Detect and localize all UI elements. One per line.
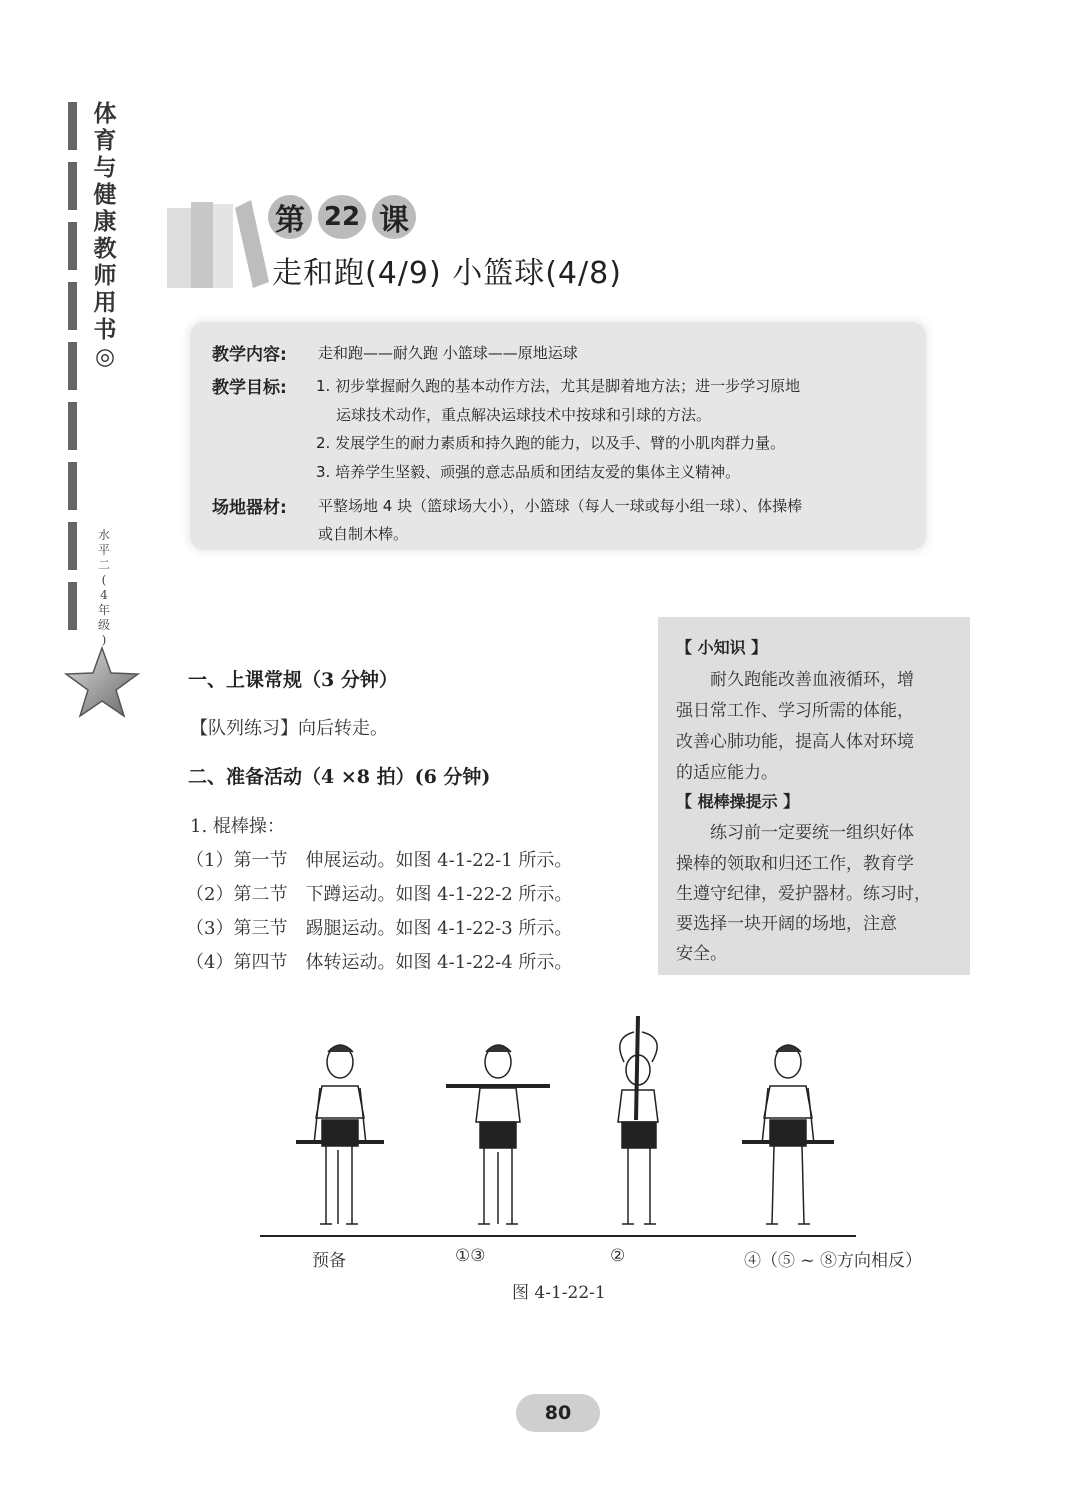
figure-label: ④（⑤ ~ ⑧方向相反）	[744, 1251, 923, 1271]
lesson-title	[268, 195, 416, 239]
teaching-info-box	[190, 322, 926, 550]
content-text: 走和跑——耐久跑 小篮球——原地运球	[318, 344, 578, 362]
lesson-number: 22	[318, 195, 366, 239]
tips-sidebar	[658, 617, 970, 975]
star-icon	[64, 646, 140, 720]
tip-line: 生遵守纪律，爱护器材。练习时，	[676, 884, 931, 904]
figure-ready	[296, 1045, 384, 1224]
equipment-line: 或自制木棒。	[318, 525, 409, 543]
section1-heading: 一、上课常规（3 分钟）	[188, 669, 398, 691]
section1-text: 【队列练习】向后转走。	[190, 718, 388, 739]
exercise-item: （1）第一节 伸展运动。如图 4-1-22-1 所示。	[186, 850, 573, 871]
exercise-item: （3）第三节 踢腿运动。如图 4-1-22-3 所示。	[186, 918, 573, 939]
goal-line: 运球技术动作，重点解决运球技术中按球和引球的方法。	[336, 406, 712, 424]
tip-line: 改善心肺功能，提高人体对环境	[676, 732, 914, 752]
goal-line: 3. 培养学生坚毅、顽强的意志品质和团结友爱的集体主义精神。	[316, 463, 741, 481]
exercise-item: （4）第四节 体转运动。如图 4-1-22-4 所示。	[186, 952, 573, 973]
tip-line: 操棒的领取和归还工作，教育学	[676, 854, 914, 874]
equipment-line: 平整场地 4 块（篮球场大小），小篮球（每人一球或每小组一球）、体操棒	[318, 497, 803, 515]
tip-line: 安全。	[676, 944, 727, 964]
lesson-suffix: 课	[372, 195, 416, 239]
tip-line: 耐久跑能改善血液循环，增	[676, 670, 914, 690]
grade-level-vertical: 水 平 二 ( 4 年 级 )	[97, 528, 110, 647]
tip-heading: 【 棍棒操提示 】	[676, 792, 800, 811]
tip-line: 练习前一定要统一组织好体	[676, 823, 914, 843]
lesson-subtitle: 走和跑(4/9) 小篮球(4/8)	[272, 256, 622, 291]
exercise-heading: 1. 棍棒操：	[190, 816, 285, 837]
goals-label: 教学目标:	[212, 378, 287, 398]
figure-stick-overhead	[618, 1016, 658, 1224]
page-number: 80	[516, 1394, 600, 1432]
books-icon	[165, 190, 270, 290]
figure-twist	[742, 1045, 834, 1224]
tip-line: 的适应能力。	[676, 763, 778, 783]
tip-line: 要选择一块开阔的场地，注意	[676, 914, 897, 934]
exercise-figure	[258, 1010, 858, 1242]
figure-caption: 图 4-1-22-1	[512, 1283, 606, 1303]
figure-arms-raised	[446, 1045, 550, 1224]
goal-line: 2. 发展学生的耐力素质和持久跑的能力，以及手、臂的小肌肉群力量。	[316, 434, 786, 452]
goal-line: 1. 初步掌握耐久跑的基本动作方法，尤其是脚着地方法；进一步学习原地	[316, 377, 801, 395]
figure-label: ②	[610, 1246, 626, 1266]
book-title-vertical: 体 育 与 健 康 教 师 用 书 ◎	[93, 100, 117, 370]
equipment-label: 场地器材:	[212, 498, 287, 518]
figure-label: 预备	[312, 1251, 346, 1271]
lesson-prefix: 第	[268, 195, 312, 239]
tip-line: 强日常工作、学习所需的体能，	[676, 701, 914, 721]
tip-heading: 【 小知识 】	[676, 638, 768, 657]
exercise-item: （2）第二节 下蹲运动。如图 4-1-22-2 所示。	[186, 884, 573, 905]
figure-label: ①③	[455, 1246, 486, 1266]
margin-tab-strip	[68, 102, 77, 642]
section2-heading: 二、准备活动（4 ×8 拍）(6 分钟)	[188, 766, 491, 788]
content-label: 教学内容:	[212, 345, 287, 365]
